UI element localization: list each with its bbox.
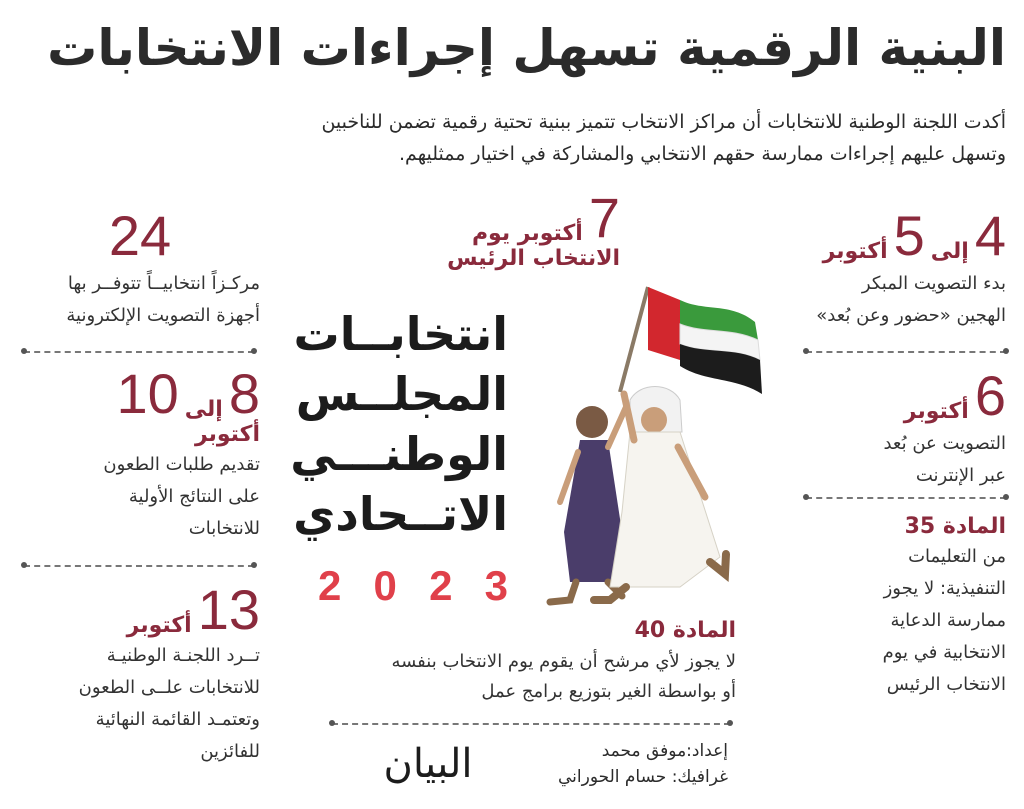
- block-text: للانتخابات علــى الطعون: [78, 677, 260, 698]
- date-connector: إلى: [930, 239, 969, 264]
- headline: البنية الرقمية تسهل إجراءات الانتخابات: [47, 19, 1006, 77]
- separator-dot: [803, 348, 809, 354]
- block-text: أجهزة التصويت الإلكترونية: [66, 305, 260, 326]
- year-digit: 2: [318, 562, 342, 609]
- title-line: الاتــحادي: [293, 487, 508, 541]
- date-month: أكتوبر: [194, 422, 260, 447]
- separator-dot: [803, 494, 809, 500]
- separator: [332, 723, 730, 725]
- separator-dot: [1003, 494, 1009, 500]
- separator: [24, 565, 254, 567]
- block-text: بدء التصويت المبكر: [861, 273, 1006, 294]
- children-with-flag-illustration: [530, 282, 770, 612]
- date-number: 6: [974, 364, 1006, 427]
- block-text: تقديم طلبات الطعون: [103, 454, 260, 475]
- credit-graphics: غرافيك: حسام الحوراني: [558, 767, 728, 787]
- separator-dot: [329, 720, 335, 726]
- article-heading: المادة 40: [634, 618, 736, 643]
- date-number: 10: [116, 362, 179, 425]
- date-month: أكتوبر: [822, 239, 888, 264]
- right-block-article-35: [786, 514, 1006, 701]
- title-line: المجلــس: [295, 367, 508, 421]
- date-number: 24: [108, 204, 172, 267]
- block-text: مركـزاً انتخابيــاً تتوفــر بها: [67, 273, 260, 294]
- date-number: 7: [588, 186, 620, 249]
- title-line: الوطنـــي: [290, 427, 508, 481]
- uae-flag-icon: [648, 287, 762, 394]
- center-main-day: [420, 186, 620, 271]
- separator-dot: [21, 562, 27, 568]
- separator-dot: [1003, 348, 1009, 354]
- block-text: الانتخاب الرئيس: [886, 674, 1006, 695]
- block-text: لا يجوز لأي مرشح أن يقوم يوم الانتخاب بنفسه: [391, 651, 736, 672]
- separator-dot: [251, 562, 257, 568]
- intro-line-2: وتسهل عليهم إجراءات ممارسة حقهم الانتخابي والمشاركة في اختيار ممثليهم.: [399, 143, 1006, 165]
- date-connector: إلى: [184, 397, 223, 422]
- right-block-remote-voting: [786, 364, 1006, 492]
- block-text: ممارسة الدعاية: [890, 610, 1006, 631]
- block-text: وتعتمـد القائمة النهائية: [95, 709, 260, 730]
- intro-paragraph: [246, 106, 1006, 170]
- date-month: أكتوبر: [126, 613, 192, 638]
- separator-dot: [251, 348, 257, 354]
- separator: [806, 351, 1006, 353]
- year-digit: 3: [484, 562, 508, 609]
- title-line: انتخابــات: [293, 307, 508, 361]
- credit-prep: إعداد:موفق محمد: [601, 741, 728, 761]
- block-text: من التعليمات: [908, 546, 1006, 567]
- year-digit: 2: [429, 562, 453, 609]
- date-number: 4: [974, 204, 1006, 267]
- block-text: للانتخابات: [188, 518, 260, 539]
- block-text: التصويت عن بُعد: [883, 433, 1006, 454]
- left-block-final-list: [20, 578, 260, 768]
- date-month: أكتوبر: [903, 399, 969, 424]
- al-bayan-logo: البيان: [383, 741, 473, 787]
- block-text: الانتخابية في يوم: [882, 642, 1006, 663]
- block-text: الهجين «حضور وعن بُعد»: [816, 305, 1006, 326]
- date-number: 13: [197, 578, 260, 641]
- block-text: على النتائج الأولية: [128, 486, 260, 507]
- intro-line-1: أكدت اللجنة الوطنية للانتخابات أن مراكز الانتخاب تتميز ببنية تحتية رقمية تضمن للناخبين: [321, 111, 1006, 133]
- block-text: تــرد اللجنـة الوطنيـة: [106, 645, 260, 666]
- main-day-label: الانتخاب الرئيس: [447, 246, 620, 271]
- block-text: أو بواسطة الغير بتوزيع برامج عمل: [481, 681, 736, 702]
- left-block-appeals: [20, 362, 260, 545]
- separator-dot: [21, 348, 27, 354]
- credits: [492, 738, 728, 790]
- block-text: التنفيذية: لا يجوز: [883, 578, 1006, 599]
- center-article-40: [300, 618, 736, 707]
- block-text: عبر الإنترنت: [915, 465, 1006, 486]
- separator: [24, 351, 254, 353]
- year: [318, 562, 508, 610]
- block-text: للفائزين: [200, 741, 260, 762]
- right-block-early-voting: [786, 204, 1006, 332]
- left-block-centers: [20, 204, 260, 332]
- date-number: 8: [228, 362, 260, 425]
- year-digit: 0: [373, 562, 397, 609]
- date-month: أكتوبر يوم: [471, 221, 583, 246]
- article-heading: المادة 35: [904, 514, 1006, 539]
- election-title: [290, 304, 508, 544]
- flag-pole: [620, 287, 648, 392]
- separator: [806, 497, 1006, 499]
- date-number: 5: [893, 204, 925, 267]
- separator-dot: [727, 720, 733, 726]
